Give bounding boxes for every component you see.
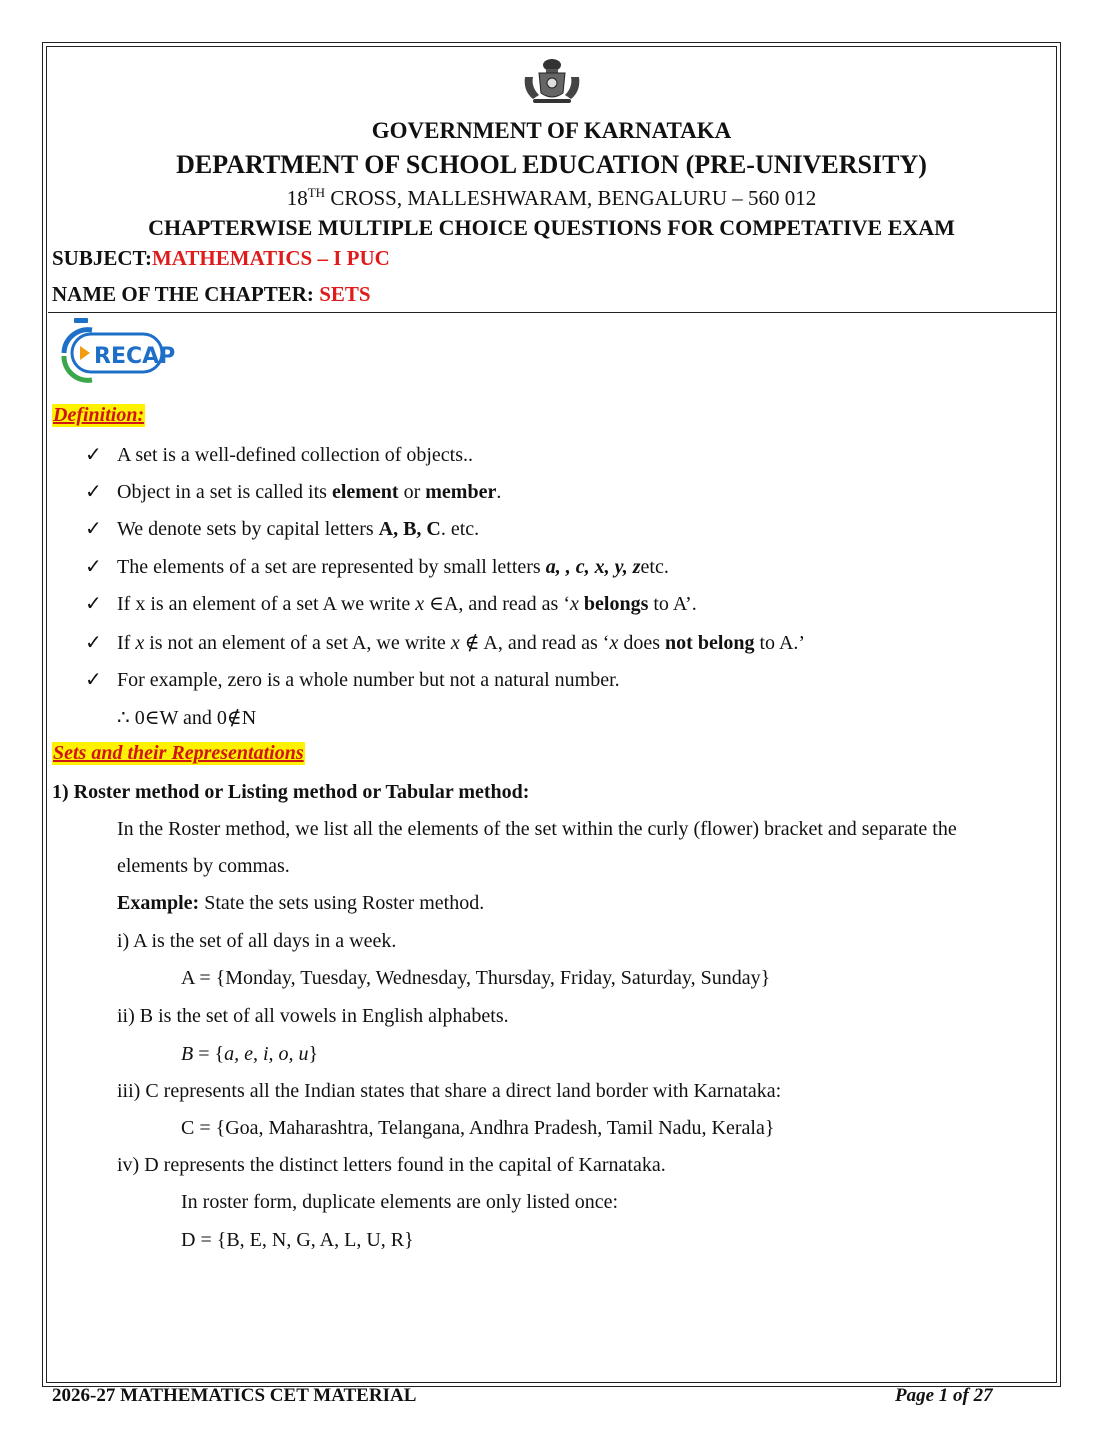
list-item: ✓ If x is an element of a set A we write x ∈A, and read as ‘x belongs to A’. bbox=[85, 593, 697, 615]
chapter-line: NAME OF THE CHAPTER: SETS bbox=[52, 282, 371, 306]
example-question: i) A is the set of all days in a week. bbox=[117, 930, 397, 952]
roster-desc: In the Roster method, we list all the elements of the set within the curly (flower) bracket and separate the bbox=[117, 818, 957, 840]
department-heading: DEPARTMENT OF SCHOOL EDUCATION (PRE-UNIVERSITY) bbox=[176, 150, 927, 179]
checkmark-icon: ✓ bbox=[85, 444, 102, 466]
list-item: ✓ A set is a well-defined collection of objects.. bbox=[85, 444, 474, 466]
checkmark-icon: ✓ bbox=[85, 632, 102, 654]
example-note: In roster form, duplicate elements are only listed once: bbox=[181, 1191, 619, 1213]
example-answer: A = {Monday, Tuesday, Wednesday, Thursday, Friday, Saturday, Sunday} bbox=[181, 967, 771, 989]
checkmark-icon: ✓ bbox=[85, 481, 102, 503]
roster-title: 1) Roster method or Listing method or Tabular method: bbox=[52, 781, 530, 803]
recap-label: RECAP bbox=[94, 344, 176, 369]
example-answer: C = {Goa, Maharashtra, Telangana, Andhra Pradesh, Tamil Nadu, Kerala} bbox=[181, 1117, 775, 1139]
checkmark-icon: ✓ bbox=[85, 593, 102, 615]
address-line: 18TH CROSS, MALLESHWARAM, BENGALURU – 560 012 bbox=[286, 185, 817, 210]
example-question: ii) B is the set of all vowels in English alphabets. bbox=[117, 1005, 509, 1027]
chapter-value: SETS bbox=[319, 282, 371, 306]
list-item: ✓ The elements of a set are represented by small letters a, , c, x, y, zetc. bbox=[85, 556, 669, 578]
govt-heading: GOVERNMENT OF KARNATAKA bbox=[371, 118, 732, 143]
list-item: ✓ We denote sets by capital letters A, B, C. etc. bbox=[85, 518, 480, 540]
list-item: ✓ Object in a set is called its element or member. bbox=[85, 481, 502, 503]
list-item: ✓ If x is not an element of a set A, we write x ∉ A, and read as ‘x does not belong to A.’ bbox=[85, 632, 806, 654]
roster-desc: elements by commas. bbox=[117, 855, 290, 877]
example-answer: D = {B, E, N, G, A, L, U, R} bbox=[181, 1229, 414, 1251]
footer-material-title: 2026-27 MATHEMATICS CET MATERIAL bbox=[52, 1385, 417, 1406]
checkmark-icon: ✓ bbox=[85, 518, 102, 540]
definition-heading: Definition: bbox=[53, 404, 145, 426]
subject-line: SUBJECT:MATHEMATICS – I PUC bbox=[52, 246, 390, 270]
header-divider bbox=[48, 312, 1056, 313]
footer-page-number: Page 1 of 27 bbox=[895, 1385, 993, 1406]
representations-heading: Sets and their Representations bbox=[53, 742, 304, 764]
example-answer: B = {a, e, i, o, u} bbox=[181, 1043, 319, 1065]
example-line: Example: State the sets using Roster method. bbox=[117, 892, 485, 914]
checkmark-icon: ✓ bbox=[85, 669, 102, 691]
subject-value: MATHEMATICS – I PUC bbox=[151, 246, 390, 270]
document-title: CHAPTERWISE MULTIPLE CHOICE QUESTIONS FOR COMPETATIVE EXAM bbox=[148, 215, 955, 240]
list-item: ✓ For example, zero is a whole number but not a natural number. bbox=[85, 669, 620, 691]
therefore-line: ∴ 0∈W and 0∉N bbox=[117, 707, 257, 729]
example-question: iv) D represents the distinct letters found in the capital of Karnataka. bbox=[117, 1154, 666, 1176]
recap-badge-icon bbox=[52, 318, 176, 388]
karnataka-emblem-icon bbox=[519, 55, 585, 105]
example-question: iii) C represents all the Indian states that share a direct land border with Karnataka: bbox=[117, 1080, 782, 1102]
checkmark-icon: ✓ bbox=[85, 556, 102, 578]
